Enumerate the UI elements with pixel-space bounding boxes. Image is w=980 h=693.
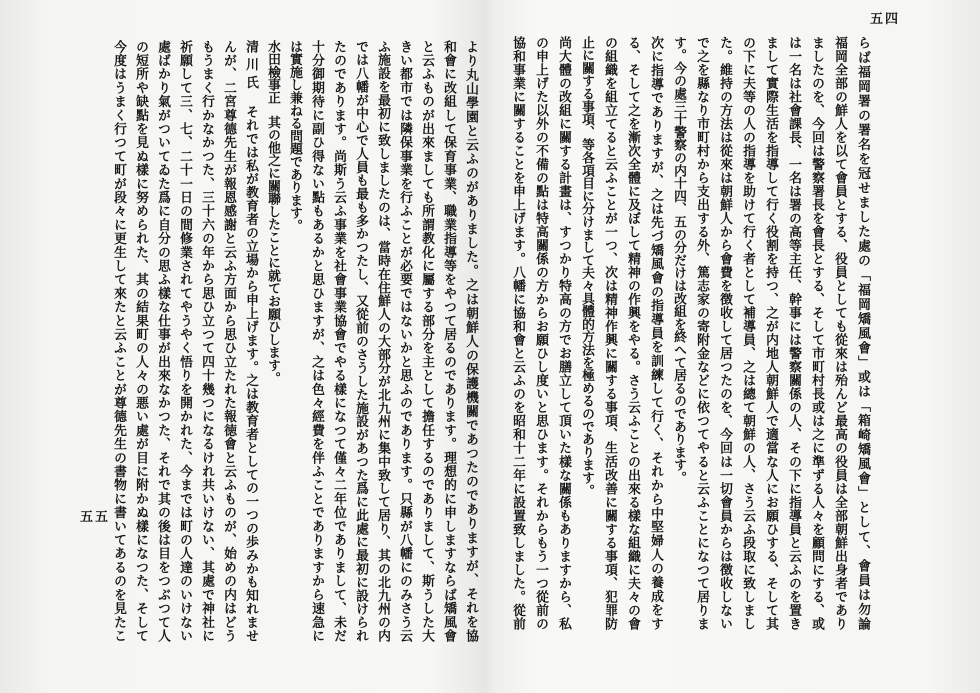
text-column: の申上げた以外の不備の點は特高關係の方からお願ひし度いと思ひます。それからもう一つ從前の: [533, 36, 548, 630]
right-page: [490, 0, 980, 693]
text-column: す。今の處三十警察の内十四、五の分だけは改組を終へて居るのであります。: [671, 36, 686, 484]
text-column: では八幡が中心で人員も最も多かつたし、又從前のさうした施設があつた爲に此處に最初に設けられ: [353, 40, 368, 642]
text-column: は一名は社會課長、一名は署の高等主任、幹事には警察關係の人、その下に指導員と云ふのを置き: [786, 36, 801, 630]
page-number-left: 五五: [80, 510, 111, 525]
text-column: は實施し兼ねる問題であります。: [287, 40, 302, 232]
text-column: 協和事業に關することを申上げます。八幡に協和會と云ふのを昭和十二年に設置致しました。從前: [510, 36, 525, 630]
text-column: 今度はうまく行つて町が段々に更生して來たと云ふことが尊德先生の書物に書いてあるのを見たこ: [111, 40, 126, 642]
speech-text: 其の他之に關聯したことに就てお願ひします。: [265, 115, 280, 385]
text-column: 尚大體の改組に關する計畫は、すつかり特高の方でお膳立して頂いた樣な關係もありますから、私: [556, 36, 571, 630]
text-column: んが、二宮尊德先生が報恩感謝と云ふ方面から思ひ立たれた報徳會と云ふものが、始めの内はどう: [221, 40, 236, 642]
text-column: ましたのを、今回は警察署長を會長とする、そして市町村長或は之に準ずる人々を顧問にする、或: [809, 36, 824, 630]
speaker-name-mizuta: 水田檢事正: [265, 40, 280, 104]
text-column: る、そして之を漸次全體に及ぼして精神の作興をやる。さう云ふことの出來る樣な組織に夫々の會: [625, 36, 640, 630]
text-column: の組織を組立てると云ふことが一つ、次は精神作興に關する事項、生活改善に關する事項、犯罪防: [602, 36, 617, 630]
text-column: 次に指導でありますが、之は先づ矯風會の指導員を訓練して行く、それから中堅婦人の養成をす: [648, 36, 663, 630]
text-column: 祈願して三、七、二十一日の間修業されてやうやく悟りを開かれた、今までは町の人達のいけない: [177, 40, 192, 642]
text-column: 和會に改組して保育事業、職業指導等をやつて居るのであります。理想的に申しますならば矯風會: [441, 40, 456, 642]
speech-kiyokawa-column: [239, 40, 261, 642]
text-column: 福岡全部の鮮人を以て會員とする、役員としても從來は殆んど最高の役員は全部朝鮮出身者であり: [832, 36, 847, 630]
speaker-name-kiyokawa: 清川氏: [243, 40, 258, 94]
text-column: らば福岡署の署名を冠せました處の「福岡矯風會」或は「箱崎矯風會」として、會員は勿論: [855, 36, 870, 630]
text-column: の短所や缺點を見ぬ樣に努められた、其の結果町の人々の悪い處が目に附かぬ樣になつた、そして: [133, 40, 148, 642]
speech-text: それでは私が教育者の立場から申上げます。之は教育者としての一つの歩みかも知れませ: [243, 105, 258, 642]
page-number-right: 五四: [870, 12, 901, 27]
text-column: ふ施設を最初に致しましたのは、當時在住鮮人の大部分が北九州に集中致して居り、其の北九州の内: [375, 40, 390, 642]
text-column: たのであります。尚斯う云ふ事業を社會事業協會でやる樣になつて僅々二年位でありまして、未だ: [331, 40, 346, 642]
text-column: た。維持の方法は從來は朝鮮人から會費を徴收して居つたのを、今回は一切會員からは徴收しない: [717, 36, 732, 630]
text-column: きい都市では隣保事業を行ふことが必要ではないかと思ふのであります。只縣が八幡にのみさう云: [397, 40, 412, 642]
text-column: もうまく行かなかつた、三十六の年から思ひ立つて四十幾つになるけれ共いけない、其處で神社に: [199, 40, 214, 642]
text-column: 處ばかり氣がついてゐた爲に自分の思ふ樣な仕事が出來なかつた、それで其の後は目をつぶつて人: [155, 40, 170, 642]
speech-mizuta-column: [261, 40, 283, 642]
text-column: の下に夫等の人の指導を助けて行く者として補導員、之は總て朝鮮の人、さう云ふ段取に致しまし: [740, 36, 755, 630]
text-column: で之を縣なり市町村から支出する外、篤志家の寄附金などに依つてやると云ふことになつて居りま: [694, 36, 709, 630]
text-column: まして實際生活を指導して行く役割を持つ、之が内地人朝鮮人で適當な人にお願ひする、そして其: [763, 36, 778, 630]
text-column: 十分御期待に副ひ得ない點もあるかと思ひますが、之は色々經費を伴ふことでありますから速急に: [309, 40, 324, 642]
text-column: より丸山學園と云ふのがありました。之は朝鮮人の保護機關であつたのでありますが、それを協: [463, 40, 478, 642]
text-column: と云ふものが出來ましても所謂教化に屬する部分を主として擔任するのでありまして、斯うした大: [419, 40, 434, 642]
text-column: 止に關する事項、等各項目に分けまして夫々具體的方法を極めるのであります。: [579, 36, 594, 497]
